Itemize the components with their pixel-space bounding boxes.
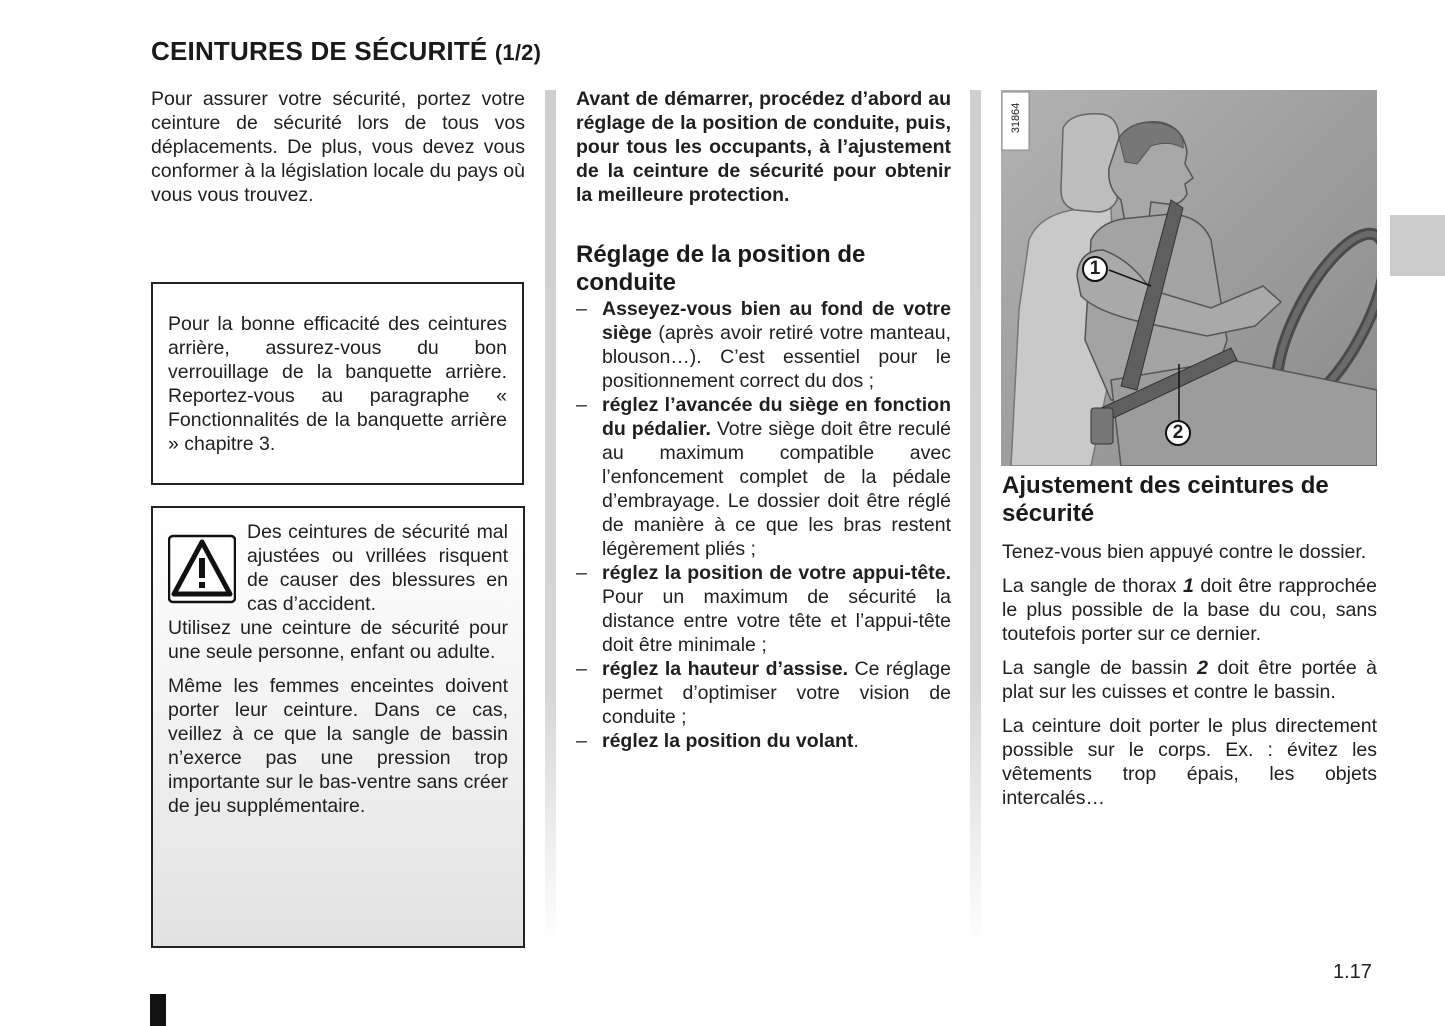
page-number: 1.17: [1333, 961, 1372, 983]
belt-paragraph-1: Tenez-vous bien appuyé contre le dossier.: [1002, 541, 1367, 563]
warning-triangle-icon: [168, 522, 236, 604]
callout-2: [1165, 420, 1191, 446]
rear-seat-note-text: Pour la bonne efficacité des ceintures arrière, assurez-vous du bon verrouillage de la banquette arrière. Reportez-vous au paragraphe « Fonctionnalités de la banquette arrière » chapitre 3.: [168, 313, 507, 455]
page-title: [151, 36, 541, 67]
belt-paragraph-4: La ceinture doit porter le plus directement possible sur le corps. Ex. : évitez les vêtements trop épais, les objets intercalés…: [1002, 715, 1377, 809]
driving-position-heading: Réglage de la position de conduite: [576, 241, 866, 296]
intro-paragraph: Pour assurer votre sécurité, portez votre ceinture de sécurité lors de tous vos déplacements. De plus, vous devez vous conformer à la législation locale du pays où vous vous trouvez.: [151, 88, 525, 206]
belt-adjustment-heading: Ajustement des ceintures de sécurité: [1002, 472, 1329, 527]
list-item: – Asseyez-vous bien au fond de votre siège (après avoir retiré votre manteau, blouson…). C’est essentiel pour le positionnement correct du dos ;: [576, 298, 951, 392]
seatbelt-driver-drawing: [1001, 90, 1377, 466]
callout-1-label: 1: [1089, 258, 1101, 279]
column-divider-left: [545, 90, 556, 945]
warning-paragraph-1: Des ceintures de sécurité mal ajustées ou vrillées risquent de causer des blessures en cas d’accident.: [247, 521, 508, 615]
driving-position-column: [576, 87, 951, 753]
list-item: – réglez la position de votre appui-tête. Pour un maximum de sécurité la distance entre votre tête et l’appui-tête doit être minimale ;: [576, 562, 951, 656]
column-divider-right: [970, 90, 981, 945]
list-item: – réglez la hauteur d’assise. Ce réglage permet d’optimiser votre vision de conduite ;: [576, 658, 951, 728]
callout-1: [1082, 256, 1108, 282]
page-title-text: CEINTURES DE SÉCURITÉ: [151, 36, 488, 66]
belt-adjustment-column: [1002, 472, 1377, 810]
before-start-paragraph: Avant de démarrer, procédez d’abord au réglage de la position de conduite, puis, pour tous les occupants, à l’ajustement de la ceinture de sécurité pour obtenir la meilleure protection.: [576, 88, 951, 206]
callout-2-label: 2: [1172, 422, 1184, 443]
page-title-part: (1/2): [494, 40, 542, 65]
warning-paragraph-3: Même les femmes enceintes doivent porter leur ceinture. Dans ce cas, veillez à ce que la sangle de bassin n’exerce pas une pression trop importante sur le bas-ventre sans créer de jeu supplémentaire.: [168, 675, 508, 817]
adjustment-list: [576, 297, 951, 753]
figure-reference-number: 31864: [1010, 102, 1022, 134]
warning-box: [151, 506, 525, 948]
list-item: – réglez la position du volant.: [576, 730, 859, 752]
belt-paragraph-3: La sangle de bassin 2 doit être portée à plat sur les cuisses et contre le bassin.: [1002, 657, 1377, 703]
print-mark: [150, 994, 166, 1026]
chapter-tab: [1390, 215, 1445, 276]
seatbelt-illustration: [1001, 90, 1377, 466]
list-item: – réglez l’avancée du siège en fonction du pédalier. Votre siège doit être reculé au maximum compatible avec l’enfoncement complet de la pédale d’embrayage. Le dossier doit être réglé de manière à ce que les bras restent légèrement pliés ;: [576, 394, 951, 560]
belt-paragraph-2: La sangle de thorax 1 doit être rapprochée le plus possible de la base du cou, sans toutefois porter sur ce dernier.: [1002, 575, 1377, 645]
rear-seat-note-box: [151, 282, 524, 485]
warning-paragraph-2: Utilisez une ceinture de sécurité pour une seule personne, enfant ou adulte.: [168, 617, 508, 663]
